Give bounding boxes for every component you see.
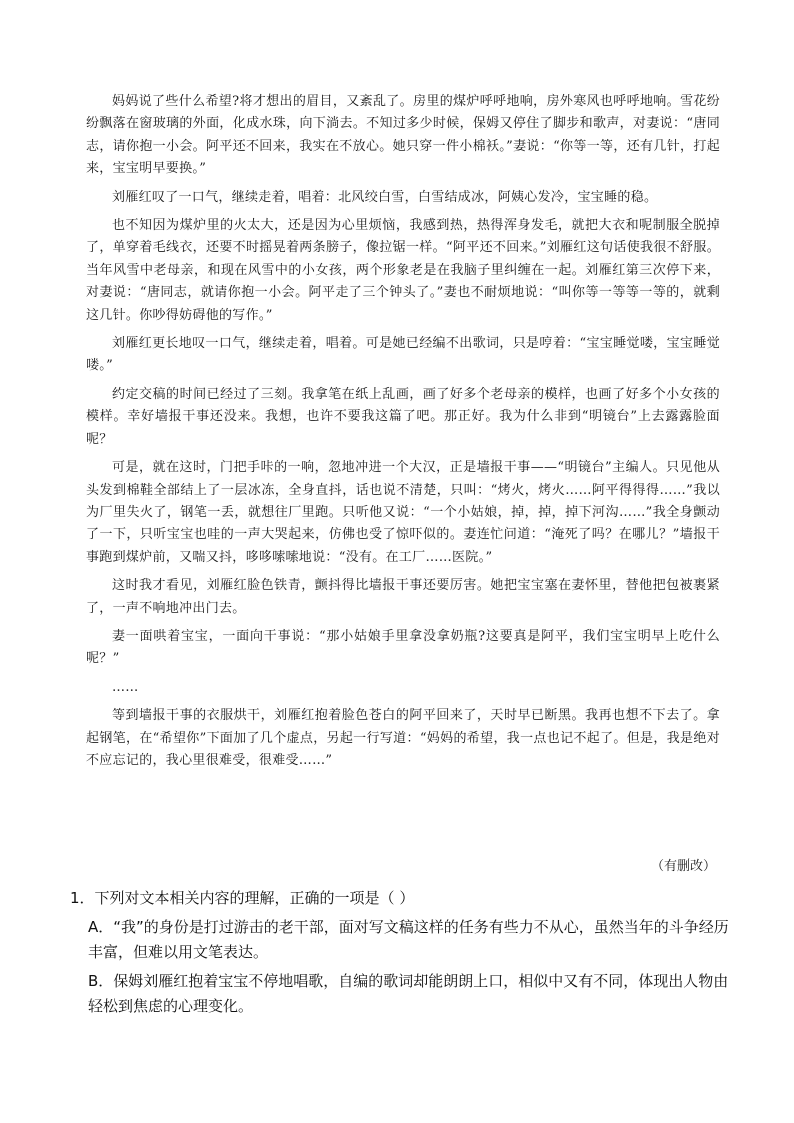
passage-paragraph-8: 妻一面哄着宝宝，一面向干事说：“那小姑娘手里拿没拿奶瓶?这要真是阿平，我们宝宝明早上吃什么呢？” xyxy=(86,628,720,667)
reading-passage xyxy=(86,91,720,778)
passage-paragraph-6: 可是，就在这时，门把手咔的一响，忽地冲进一个大汉，正是墙报干事——“明镜台”主编人。只见他从头发到棉鞋全部结上了一层冰冻，全身直抖，话也说不清楚，只叫：“烤火，烤火……阿平得得得……”我以为厂里失火了，钢笔一丢，就想往厂里跑。只听他又说：“一个小姑娘，掉，掉，掉下河沟……”我全身颤动了一下，只听宝宝也哇的一声大哭起来，仿佛也受了惊吓似的。妻连忙问道：“淹死了吗？在哪儿？”墙报干事跑到煤炉前，又喘又抖，哆哆嗦嗦地说：“没有。在工厂……医院。” xyxy=(86,460,720,565)
passage-paragraph-4: 刘雁红更长地叹一口气，继续走着，唱着。可是她已经编不出歌词，只是哼着：“宝宝睡觉喽，宝宝睡觉喽。” xyxy=(86,336,720,374)
passage-ellipsis: …… xyxy=(112,679,139,695)
question-option-a[interactable]: A．“我”的身份是打过游击的老干部，面对写文稿这样的任务有些力不从心，虽然当年的斗争经历丰富，但难以用文笔表达。 xyxy=(88,918,729,961)
question-option-b[interactable]: B．保姆刘雁红抱着宝宝不停地唱歌，自编的歌词却能朗朗上口，相似中又有不同，体现出人物由轻松到焦虑的心理变化。 xyxy=(88,972,729,1015)
passage-paragraph-5: 约定交稿的时间已经过了三刻。我拿笔在纸上乱画，画了好多个老母亲的模样，也画了好多个小女孩的模样。幸好墙报干事还没来。我想，也许不要我这篇了吧。那正好。我为什么非到“明镜台”上去露露脸面呢？ xyxy=(86,386,720,447)
passage-paragraph-10: 等到墙报干事的衣服烘干，刘雁红抱着脸色苍白的阿平回来了，天时早已断黑。我再也想不下去了。拿起钢笔，在“希望你”下面加了几个虚点，另起一行写道：“妈妈的希望，我一点也记不起了。但是，我是绝对不应忘记的，我心里很难受，很难受……” xyxy=(86,708,720,768)
question-block xyxy=(70,886,730,1023)
passage-paragraph-7: 这时我才看见，刘雁红脸色铁青，颤抖得比墙报干事还要厉害。她把宝宝塞在妻怀里，替他把包被裹紧了，一声不响地冲出门去。 xyxy=(86,578,720,616)
passage-paragraph-2: 刘雁红叹了一口气，继续走着，唱着：北风绞白雪，白雪结成冰，阿姨心发冷，宝宝睡的稳。 xyxy=(112,189,658,205)
question-stem: 1．下列对文本相关内容的理解，正确的一项是（ ） xyxy=(70,889,415,907)
source-note: （有删改） xyxy=(650,859,716,874)
passage-paragraph-1: 妈妈说了些什么希望?将才想出的眉目，又紊乱了。房里的煤炉呼呼地响，房外寒风也呼呼地响。雪花纷纷飘落在窗玻璃的外面，化成水珠，向下淌去。不知过多少时候，保姆又停住了脚步和歌声，对妻说：“唐同志，请你抱一小会。阿平还不回来，我实在不放心。她只穿一件小棉袄。”妻说：“你等一等，还有几针，打起来，宝宝明早要换。” xyxy=(86,94,720,177)
passage-paragraph-3: 也不知因为煤炉里的火太大，还是因为心里烦恼，我感到热，热得浑身发毛，就把大衣和呢制服全脱掉了，单穿着毛线衣，还要不时摇晃着两条膀子，像拉锯一样。“阿平还不回来。”刘雁红这句话使我很不舒服。当年风雪中老母亲，和现在风雪中的小女孩，两个形象老是在我脑子里纠缠在一起。刘雁红第三次停下来，对妻说：“唐同志，就请你抱一小会。阿平走了三个钟头了。”妻也不耐烦地说：“叫你等一等等一等的，就剩这几针。你吵得妨碍他的写作。” xyxy=(86,218,720,323)
